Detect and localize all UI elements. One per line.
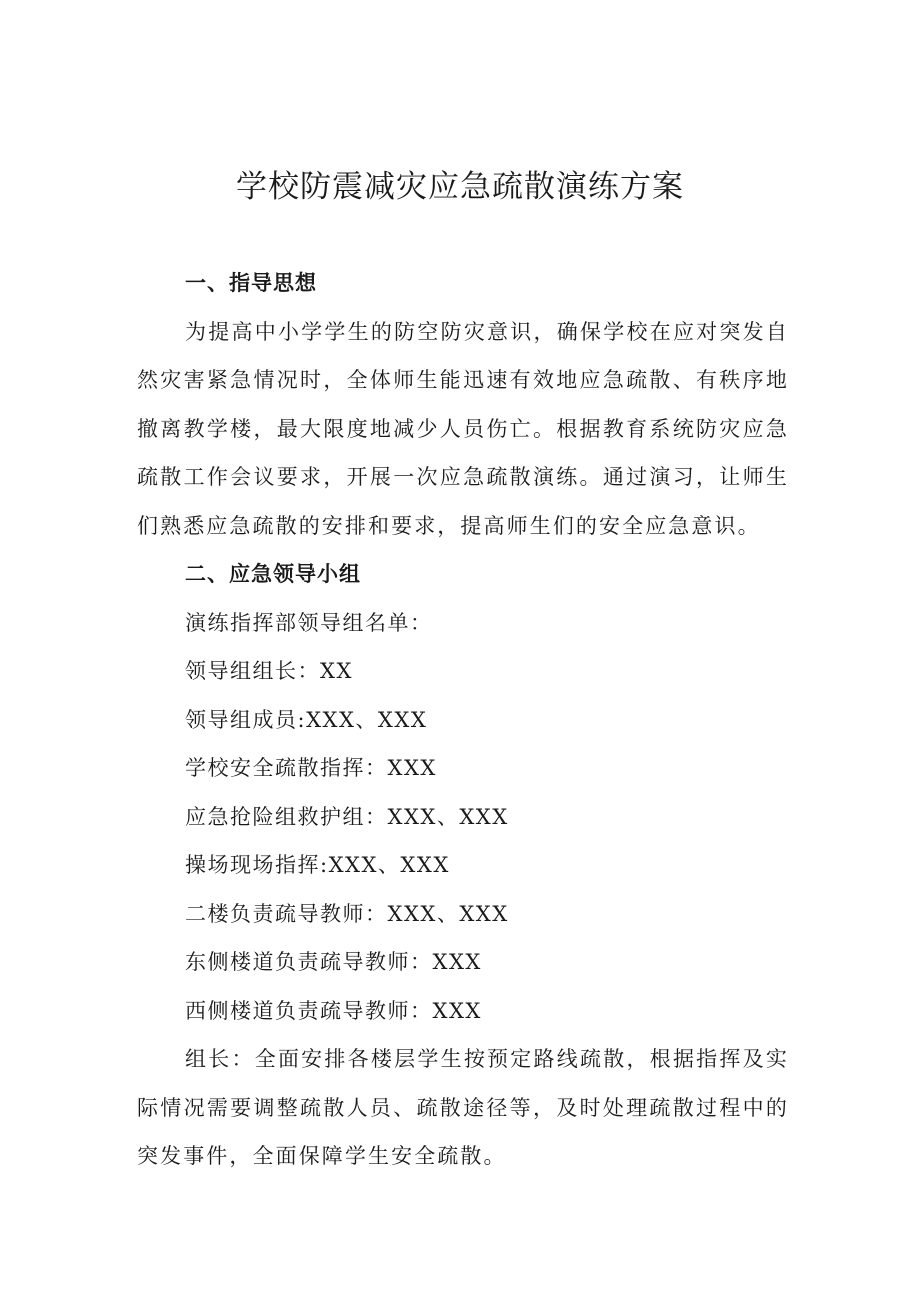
- list-item: 东侧楼道负责疏导教师：XXX: [185, 950, 482, 974]
- list-item: 领导组成员:XXX、XXX: [185, 707, 428, 732]
- list-item: 演练指挥部领导组名单：: [185, 610, 433, 635]
- list-item: 二楼负责疏导教师：XXX、XXX: [185, 901, 509, 926]
- document-body: [137, 259, 789, 1181]
- list-item: 学校安全疏散指挥：XXX: [185, 756, 437, 780]
- paragraph-group-leader-duties: 组长：全面安排各楼层学生按预定路线疏散，根据指挥及实际情况需要调整疏散人员、疏散途径等，及时处理疏散过程中的突发事件，全面保障学生安全疏散。: [137, 1047, 789, 1168]
- list-item: 应急抢险组救护组：XXX、XXX: [185, 804, 509, 829]
- section-heading-guiding-ideology: 一、指导思想: [185, 271, 317, 295]
- section-heading-leadership-group: 二、应急领导小组: [185, 562, 361, 586]
- list-item: 领导组组长：XX: [185, 659, 353, 683]
- list-item: 操场现场指挥:XXX、XXX: [185, 853, 450, 877]
- list-item: 西侧楼道负责疏导教师：XXX: [185, 998, 482, 1023]
- paragraph-guiding-ideology: 为提高中小学学生的防空防灾意识，确保学校在应对突发自然灾害紧急情况时，全体师生能迅速有效地应急疏散、有秩序地撤离教学楼，最大限度地减少人员伤亡。根据教育系统防灾应急疏散工作会议要求，开展一次应急疏散演练。通过演习，让师生们熟悉应急疏散的安排和要求，提高师生们的安全应急意识。: [137, 319, 789, 538]
- document-title: 学校防震减灾应急疏散演练方案: [236, 169, 684, 205]
